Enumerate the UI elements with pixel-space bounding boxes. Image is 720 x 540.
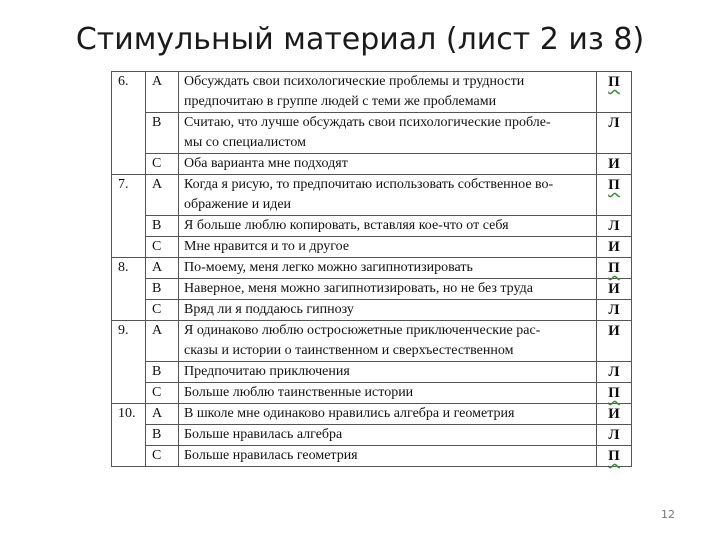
scale-code-letter: П [608, 260, 620, 276]
scale-code-letter: П [608, 448, 620, 464]
scale-code-letter: И [608, 156, 620, 172]
table-row [112, 404, 632, 425]
option-letter: А [146, 321, 179, 362]
option-text-line: По-моему, меня легко можно загипнотизировать [184, 260, 473, 275]
table-row [112, 72, 632, 113]
scale-code [597, 279, 632, 300]
option-text [179, 113, 597, 154]
table-row [112, 383, 632, 404]
option-text-line: Больше нравилась алгебра [184, 427, 343, 442]
option-text-line: Вряд ли я поддаюсь гипнозу [184, 302, 354, 317]
scale-code [597, 425, 632, 446]
question-number [112, 362, 146, 383]
option-text [179, 300, 597, 321]
option-letter: В [146, 362, 179, 383]
option-text [179, 154, 597, 175]
scale-code-letter: Л [608, 302, 620, 318]
table-row [112, 446, 632, 467]
question-number [112, 446, 146, 467]
page-number: 12 [661, 508, 675, 521]
option-letter: В [146, 279, 179, 300]
question-number: 10. [112, 404, 146, 425]
option-letter: С [146, 446, 179, 467]
option-letter: А [146, 175, 179, 216]
option-text-line: Наверное, меня можно загипнотизировать, но не без труда [184, 281, 533, 296]
option-text [179, 237, 597, 258]
option-text [179, 175, 597, 216]
option-text-line: ображение и идеи [184, 197, 292, 212]
option-text [179, 446, 597, 467]
option-text-line: Я одинаково люблю остросюжетные приключенческие рас- [184, 323, 541, 338]
table-row [112, 154, 632, 175]
table-row [112, 258, 632, 279]
option-text-line: Больше нравилась геометрия [184, 448, 358, 463]
slide-title: Стимульный материал (лист 2 из 8) [75, 22, 645, 57]
scale-code [597, 237, 632, 258]
question-number [112, 113, 146, 154]
option-text [179, 258, 597, 279]
option-text-line: Предпочитаю приключения [184, 364, 350, 379]
option-text [179, 321, 597, 362]
option-text [179, 72, 597, 113]
scale-code [597, 362, 632, 383]
scale-code-letter: И [608, 406, 620, 422]
option-letter: С [146, 237, 179, 258]
table-row [112, 237, 632, 258]
questionnaire-table [111, 71, 632, 467]
scale-code-letter: П [608, 177, 620, 193]
option-letter: С [146, 154, 179, 175]
table-row [112, 300, 632, 321]
question-number [112, 154, 146, 175]
option-text-line: Мне нравится и то и другое [184, 239, 350, 254]
scale-code-letter: И [608, 239, 620, 255]
scale-code [597, 321, 632, 362]
option-text-line: сказы и истории о таинственном и сверхъестественном [184, 343, 514, 358]
option-text-line: Считаю, что лучше обсуждать свои психологические пробле- [184, 115, 551, 130]
question-number: 7. [112, 175, 146, 216]
scale-code [597, 258, 632, 279]
option-letter: С [146, 383, 179, 404]
option-text [179, 383, 597, 404]
scale-code [597, 404, 632, 425]
question-number: 8. [112, 258, 146, 279]
table-row [112, 362, 632, 383]
option-text-line: Больше люблю таинственные истории [184, 385, 414, 400]
option-text [179, 362, 597, 383]
option-letter: А [146, 404, 179, 425]
scale-code-letter: И [608, 281, 620, 297]
question-number [112, 216, 146, 237]
question-number [112, 425, 146, 446]
option-text [179, 425, 597, 446]
option-text-line: Обсуждать свои психологические проблемы и трудности [184, 74, 525, 89]
scale-code [597, 175, 632, 216]
option-text-line: предпочитаю в группе людей с теми же проблемами [184, 94, 497, 109]
scale-code-letter: П [608, 385, 620, 401]
option-text-line: Когда я рисую, то предпочитаю использовать собственное во- [184, 177, 554, 192]
option-letter: В [146, 216, 179, 237]
question-number [112, 279, 146, 300]
scale-code [597, 300, 632, 321]
question-number [112, 237, 146, 258]
table-row [112, 216, 632, 237]
question-number [112, 383, 146, 404]
scale-code [597, 216, 632, 237]
table-row [112, 425, 632, 446]
option-letter: В [146, 425, 179, 446]
option-text [179, 216, 597, 237]
scale-code-letter: Л [608, 427, 620, 443]
question-number: 9. [112, 321, 146, 362]
table-row [112, 279, 632, 300]
option-letter: А [146, 258, 179, 279]
option-text-line: В школе мне одинаково нравились алгебра и геометрия [184, 406, 515, 421]
scale-code [597, 113, 632, 154]
scale-code-letter: Л [608, 115, 620, 131]
option-text [179, 404, 597, 425]
table-row [112, 321, 632, 362]
scale-code-letter: И [608, 323, 620, 339]
scale-code [597, 154, 632, 175]
option-letter: В [146, 113, 179, 154]
table-row [112, 175, 632, 216]
option-letter: А [146, 72, 179, 113]
option-letter: С [146, 300, 179, 321]
scale-code-letter: Л [608, 218, 620, 234]
option-text-line: Я больше люблю копировать, вставляя кое-что от себя [184, 218, 509, 233]
scale-code-letter: Л [608, 364, 620, 380]
question-number [112, 300, 146, 321]
question-number: 6. [112, 72, 146, 113]
scale-code [597, 383, 632, 404]
scale-code [597, 446, 632, 467]
table-row [112, 113, 632, 154]
option-text [179, 279, 597, 300]
scale-code [597, 72, 632, 113]
option-text-line: мы со специалистом [184, 135, 306, 150]
scale-code-letter: П [608, 74, 620, 90]
option-text-line: Оба варианта мне подходят [184, 156, 348, 171]
